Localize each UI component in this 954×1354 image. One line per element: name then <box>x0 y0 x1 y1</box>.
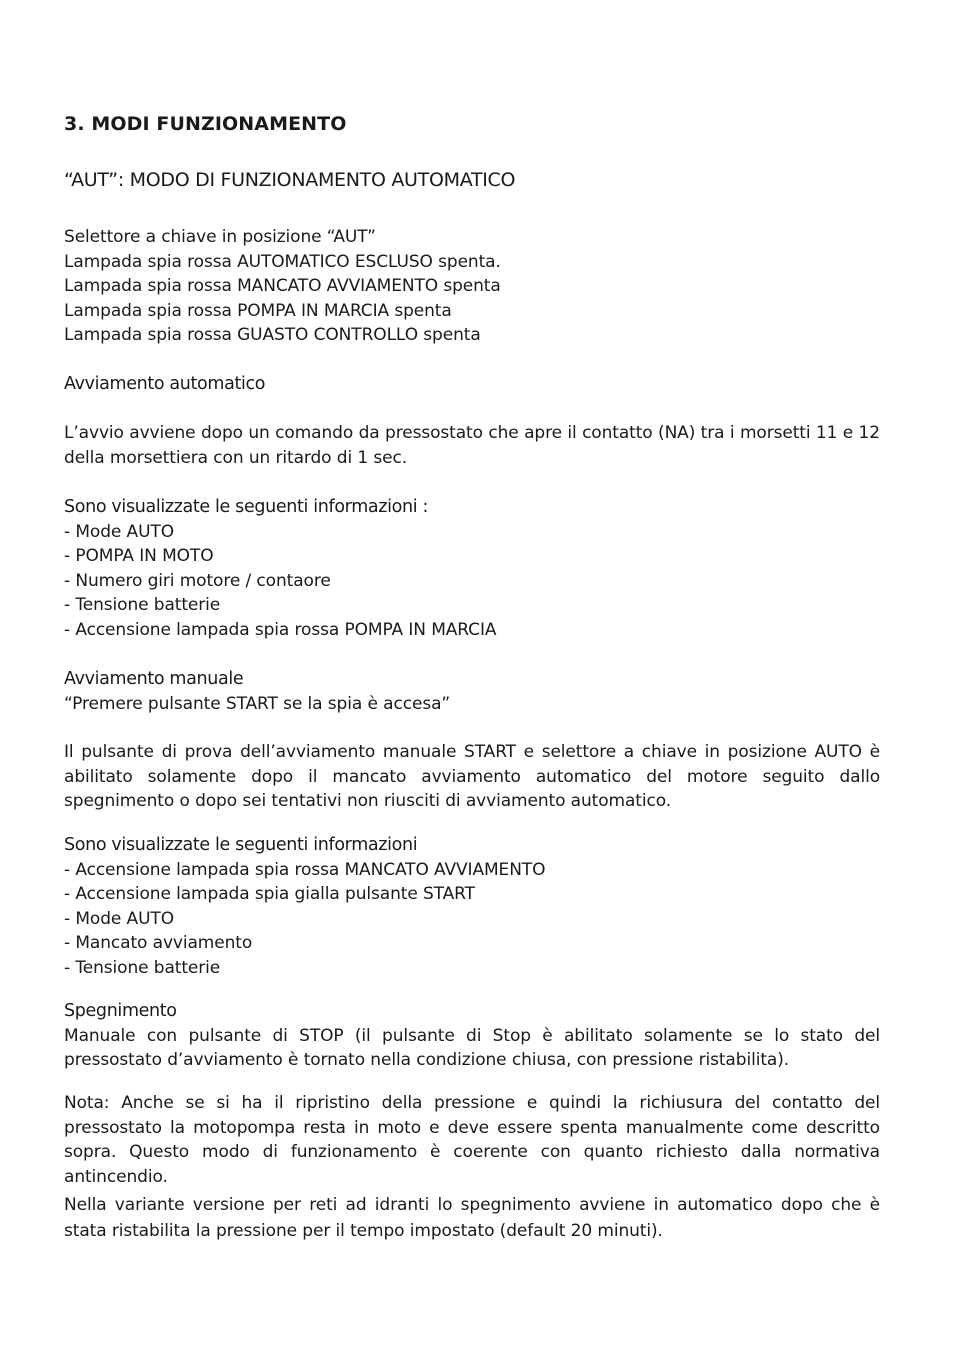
list-item: - Mode AUTO <box>64 908 174 929</box>
manual-start-heading: Avviamento manuale <box>64 669 244 689</box>
auto-start-section <box>64 372 880 397</box>
list-item: - Mode AUTO <box>64 521 174 542</box>
mode-subtitle: “AUT”: MODO DI FUNZIONAMENTO AUTOMATICO <box>64 169 516 191</box>
list-item: - Accensione lampada spia rossa MANCATO AVVIAMENTO <box>64 859 546 880</box>
auto-start-heading: Avviamento automatico <box>64 374 266 394</box>
intro-status-list <box>64 225 880 348</box>
info-section-1 <box>64 495 880 642</box>
intro-line: Selettore a chiave in posizione “AUT” <box>64 227 376 247</box>
intro-line: Lampada spia rossa GUASTO CONTROLLO spenta <box>64 325 481 345</box>
shutdown-heading: Spegnimento <box>64 1001 177 1021</box>
list-item: - Tensione batterie <box>64 957 221 978</box>
info-heading-1: Sono visualizzate le seguenti informazioni : <box>64 497 429 517</box>
list-item: - Accensione lampada spia rossa POMPA IN MARCIA <box>64 619 497 640</box>
intro-line: Lampada spia rossa AUTOMATICO ESCLUSO spenta. <box>64 251 501 272</box>
shutdown-section <box>64 999 880 1073</box>
shutdown-note: Nota: Anche se si ha il ripristino della pressione e quindi la richiusura del contatto del pressostato la motopompa resta in moto e deve essere spenta manualmente come descritto sopra. Questo modo di funzionamento è coerente con quanto richiesto dalla normativa antincendio. <box>64 1093 880 1187</box>
shutdown-variant: Nella variante versione per reti ad idranti lo spegnimento avviene in automatico dopo che è stata ristabilita la pressione per il tempo impostato (default 20 minuti). <box>64 1195 880 1241</box>
shutdown-paragraph: Manuale con pulsante di STOP (il pulsante di Stop è abilitato solamente se lo stato del pressostato d’avviamento è tornato nella condizione chiusa, con pressione ristabilita). <box>64 1025 880 1070</box>
auto-start-paragraph: L’avvio avviene dopo un comando da pressostato che apre il contatto (NA) tra i morsetti 11 e 12 della morsettiera con un ritardo di 1 sec. <box>64 423 880 468</box>
intro-line: Lampada spia rossa POMPA IN MARCIA spenta <box>64 300 452 321</box>
info-section-2 <box>64 833 880 980</box>
list-item: - POMPA IN MOTO <box>64 546 214 566</box>
section-title: 3. MODI FUNZIONAMENTO <box>64 113 347 135</box>
list-item: - Accensione lampada spia gialla pulsante START <box>64 884 475 904</box>
list-item: - Mancato avviamento <box>64 933 253 953</box>
list-item: - Tensione batterie <box>64 595 221 615</box>
list-item: - Numero giri motore / contaore <box>64 570 331 591</box>
manual-start-quote: “Premere pulsante START se la spia è accesa” <box>64 693 451 714</box>
intro-line: Lampada spia rossa MANCATO AVVIAMENTO spenta <box>64 276 501 296</box>
info-heading-2: Sono visualizzate le seguenti informazioni <box>64 835 418 855</box>
manual-start-section <box>64 667 880 716</box>
manual-start-paragraph: Il pulsante di prova dell’avviamento manuale START e selettore a chiave in posizione AUTO è abilitato solamente dopo il mancato avviamento automatico del motore seguito dallo spegnimento o dopo sei tentativi non riusciti di avviamento automatico. <box>64 742 880 811</box>
